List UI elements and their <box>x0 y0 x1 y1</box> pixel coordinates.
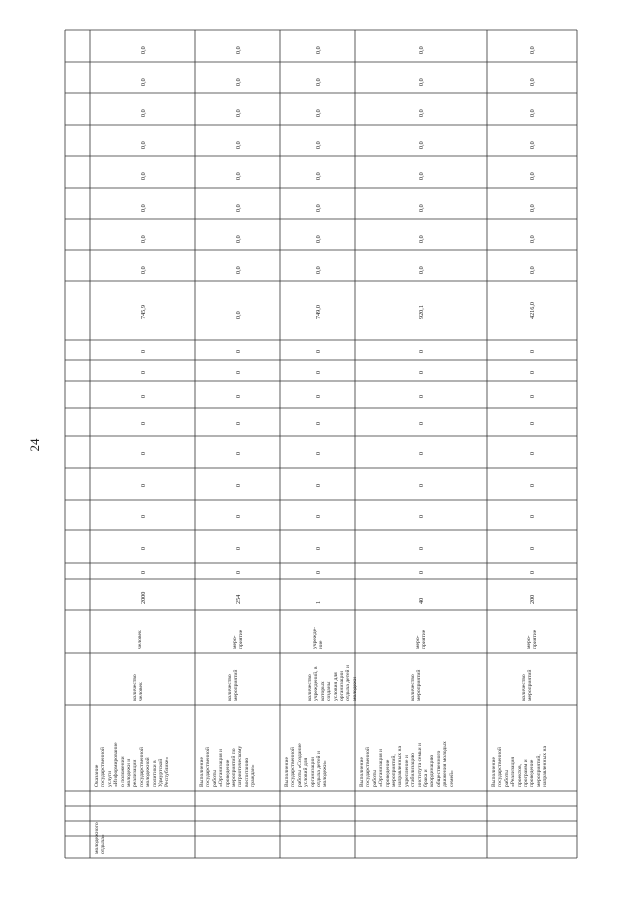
finance-value: 0,0 <box>418 77 425 86</box>
quantity-value: 0 <box>139 349 147 353</box>
finance-value: 0,0 <box>314 109 322 117</box>
finance-value: 0,0 <box>234 109 242 117</box>
quantity-value: 0 <box>418 349 425 353</box>
finance-value: 0,0 <box>418 265 425 274</box>
quantity-value: 0 <box>234 570 242 574</box>
quantity-value: 0 <box>314 349 322 353</box>
finance-value: 4216,0 <box>529 301 536 319</box>
finance-value: 0,0 <box>234 140 242 149</box>
quantity-value: 0 <box>314 370 322 374</box>
finance-value: 0,0 <box>529 77 536 86</box>
quantity-value: 0 <box>529 394 536 398</box>
finance-value: 0,0 <box>139 172 147 180</box>
finance-value: 0,0 <box>234 310 242 319</box>
finance-value: 0,0 <box>314 46 322 54</box>
quantity-value: 0 <box>529 370 536 374</box>
quantity-value: 0 <box>418 483 425 487</box>
finance-value: 0,0 <box>234 46 242 54</box>
quantity-value: 0 <box>139 421 147 425</box>
finance-value: 0,0 <box>139 203 147 212</box>
finance-value: 0,0 <box>418 109 425 117</box>
finance-value: 0,0 <box>529 109 536 117</box>
finance-value: 0,0 <box>234 265 242 274</box>
quantity-value: 0 <box>418 546 425 550</box>
finance-value: 0,0 <box>314 77 322 86</box>
quantity-value: 0 <box>314 421 322 425</box>
activity-name: Выполнение государственной работы «Реализация проектов, программ и проведение мероприятий, направленных на <box>491 746 549 787</box>
quantity-value: 0 <box>314 451 322 455</box>
finance-value: 0,0 <box>314 265 322 274</box>
quantity-value: 0 <box>529 421 536 425</box>
plan-value: 1 <box>314 600 322 604</box>
unit-of-measure: меро- приятие <box>231 629 244 649</box>
finance-value: 0,0 <box>529 140 536 149</box>
header-cell-text: молодежного отдыха» <box>94 822 107 854</box>
quantity-value: 0 <box>139 451 147 455</box>
finance-value: 0,0 <box>529 203 536 212</box>
finance-value: 0,0 <box>529 234 536 243</box>
quantity-value: 0 <box>139 570 147 574</box>
finance-value: 0,0 <box>418 46 425 54</box>
quantity-value: 0 <box>139 370 147 374</box>
finance-value: 0,0 <box>529 172 536 180</box>
quantity-value: 0 <box>234 421 242 425</box>
quantity-value: 0 <box>529 514 536 518</box>
quantity-value: 0 <box>314 514 322 518</box>
activity-name: Оказание государственной услуги «Информирование о положении молодежи и реализации государственной молодежной политики в Удмуртской Республике» <box>94 742 171 787</box>
finance-value: 0,0 <box>139 77 147 86</box>
finance-value: 749,0 <box>314 304 322 319</box>
finance-value: 0,0 <box>418 234 425 243</box>
finance-value: 920,1 <box>418 304 425 319</box>
quantity-value: 0 <box>234 514 242 518</box>
finance-value: 0,0 <box>418 172 425 180</box>
quantity-value: 0 <box>234 370 242 374</box>
activity-name: Выполнение государственной работы «Организация и проведение мероприятий по патриотическому воспитанию граждан» <box>199 745 257 787</box>
quantity-value: 0 <box>139 483 147 487</box>
indicator-name: количество учреждений, в которых созданы условия для организации отдыха детей и молодежи <box>306 665 358 701</box>
finance-value: 0,0 <box>529 46 536 54</box>
indicator-name: количество мероприятий <box>521 669 534 701</box>
quantity-value: 0 <box>314 546 322 550</box>
quantity-value: 0 <box>529 451 536 455</box>
finance-value: 0,0 <box>314 234 322 243</box>
indicator-name: количество человек <box>131 674 144 701</box>
finance-value: 0,0 <box>139 265 147 274</box>
quantity-value: 0 <box>418 514 425 518</box>
quantity-value: 0 <box>234 349 242 353</box>
plan-value: 200 <box>529 594 536 604</box>
finance-value: 0,0 <box>234 172 242 180</box>
finance-value: 0,0 <box>139 109 147 117</box>
quantity-value: 0 <box>529 570 536 574</box>
quantity-value: 0 <box>418 451 425 455</box>
quantity-value: 0 <box>418 421 425 425</box>
quantity-value: 0 <box>529 546 536 550</box>
activity-name: Выполнение государственной работы «Создание условий для организации отдыха детей и молодежи» <box>284 743 329 787</box>
plan-value: 2000 <box>139 591 147 604</box>
indicator-name: количество мероприятий <box>226 669 239 701</box>
quantity-value: 0 <box>529 483 536 487</box>
finance-value: 0,0 <box>418 140 425 149</box>
quantity-value: 0 <box>234 451 242 455</box>
plan-value: 254 <box>234 594 242 604</box>
page-number: 24 <box>27 438 42 452</box>
unit-of-measure: меро- приятие <box>415 629 428 649</box>
finance-value: 0,0 <box>139 234 147 243</box>
quantity-value: 0 <box>418 370 425 374</box>
quantity-value: 0 <box>139 514 147 518</box>
finance-value: 0,0 <box>314 203 322 212</box>
finance-value: 0,0 <box>234 234 242 243</box>
quantity-value: 0 <box>418 570 425 574</box>
unit-of-measure: учрежде- ние <box>311 627 324 649</box>
finance-value: 0,0 <box>418 203 425 212</box>
quantity-value: 0 <box>234 483 242 487</box>
unit-of-measure: человек <box>136 630 143 649</box>
quantity-value: 0 <box>139 394 147 398</box>
quantity-value: 0 <box>418 394 425 398</box>
quantity-value: 0 <box>314 570 322 574</box>
indicator-name: количество мероприятий <box>410 669 423 701</box>
plan-value: 40 <box>418 597 425 604</box>
activity-name: Выполнение государственной работы «Организация и проведение мероприятий, направленных на укрепление и стабилизацию института семьи и брака и координацию общественного движения молодых семей» <box>359 741 455 787</box>
quantity-value: 0 <box>314 483 322 487</box>
finance-value: 0,0 <box>139 46 147 54</box>
quantity-value: 0 <box>529 349 536 353</box>
quantity-value: 0 <box>139 546 147 550</box>
quantity-value: 0 <box>314 394 322 398</box>
finance-value: 0,0 <box>314 140 322 149</box>
finance-value: 0,0 <box>529 265 536 274</box>
unit-of-measure: меро- приятие <box>526 629 539 649</box>
finance-value: 0,0 <box>234 77 242 86</box>
finance-value: 745,9 <box>139 304 147 319</box>
quantity-value: 0 <box>234 546 242 550</box>
finance-value: 0,0 <box>314 172 322 180</box>
finance-value: 0,0 <box>139 140 147 149</box>
finance-value: 0,0 <box>234 203 242 212</box>
quantity-value: 0 <box>234 394 242 398</box>
